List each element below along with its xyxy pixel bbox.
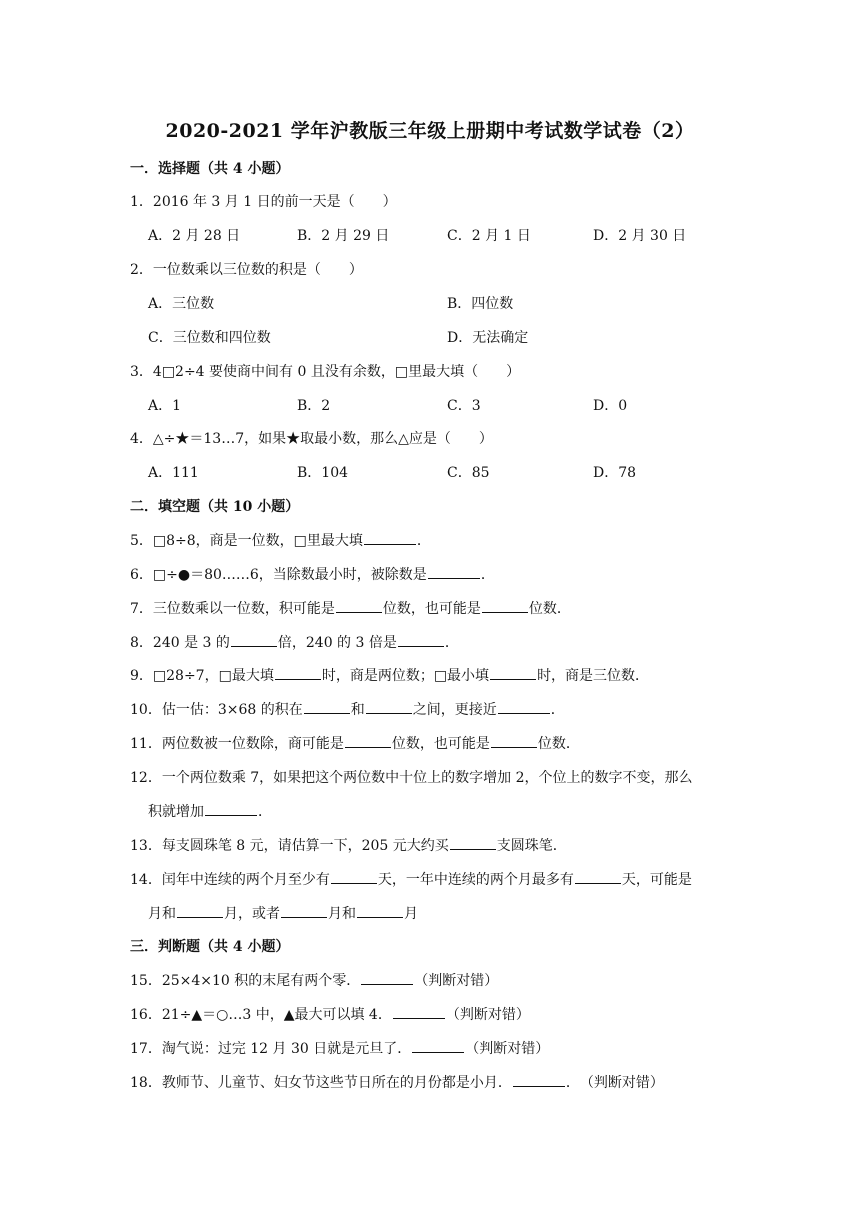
question-text: （判断对错） (445, 1007, 530, 1023)
option-b: B．2 (297, 398, 331, 414)
option-c: C．85 (447, 465, 490, 481)
option-b: B．2 月 29 日 (297, 228, 390, 244)
question-13 (130, 835, 567, 855)
question-text: ． (416, 533, 431, 549)
question-12-continued (148, 801, 272, 821)
question-14-continued (148, 903, 418, 923)
answer-blank (491, 735, 537, 748)
answer-blank (304, 701, 350, 714)
question-18 (130, 1072, 664, 1092)
option-a: A．三位数 (148, 296, 215, 312)
question-9 (130, 665, 649, 685)
option-c: C．三位数和四位数 (148, 330, 271, 346)
question-7 (130, 598, 571, 618)
question-text: ． (444, 635, 459, 651)
question-text: 12．一个两位数乘 7，如果把这个两位数中十位上的数字增加 2，个位上的数字不变，那么 (130, 770, 693, 786)
question-16 (130, 1004, 530, 1024)
question-text: 之间，更接近 (412, 702, 497, 718)
question-text: 16．21÷▲＝○…3 中，▲最大可以填 4． (130, 1007, 392, 1023)
question-10 (130, 699, 565, 719)
answer-blank (428, 566, 480, 579)
question-text: 5．□8÷8，商是一位数，□里最大填 (130, 533, 363, 549)
question-17 (130, 1038, 549, 1058)
answer-blank (482, 600, 528, 613)
answer-blank (331, 871, 377, 884)
option-d: D．无法确定 (447, 330, 529, 346)
question-text: （判断对错） (414, 973, 499, 989)
answer-blank (498, 701, 550, 714)
section-heading-choice: 一．选择题（共 4 小题） (130, 161, 290, 177)
option-b: B．104 (297, 465, 349, 481)
question-text: ． (258, 804, 272, 820)
question-text: 月和 (328, 906, 356, 922)
question-8 (130, 632, 459, 652)
question-text: 位数，也可能是 (382, 601, 481, 617)
question-15 (130, 970, 498, 990)
question-4: 4．△÷★＝13…7，如果★取最小数，那么△应是（ ） (130, 431, 493, 447)
question-6 (130, 564, 495, 584)
question-text: ． (480, 567, 495, 583)
question-3: 3．4□2÷4 要使商中间有 0 且没有余数，□里最大填（ ） (130, 364, 521, 380)
question-5 (130, 530, 431, 550)
question-text: 15．25×4×10 积的末尾有两个零． (130, 973, 361, 989)
question-text: 天，一年中连续的两个月最多有 (377, 872, 574, 888)
question-text: ． (550, 702, 565, 718)
answer-blank (345, 735, 391, 748)
answer-blank (366, 701, 412, 714)
option-a: A．111 (148, 465, 199, 481)
question-text: 位数． (537, 736, 580, 752)
question-text: 天，可能是 (621, 872, 692, 888)
option-a: A．2 月 28 日 (148, 228, 241, 244)
option-d: D．78 (593, 465, 637, 481)
question-text: 支圆珠笔． (496, 838, 567, 854)
answer-blank (281, 905, 327, 918)
answer-blank (357, 905, 403, 918)
answer-blank (450, 837, 496, 850)
answer-blank (205, 803, 257, 816)
question-text: 位数，也可能是 (391, 736, 490, 752)
question-text: 时，商是两位数；□最小填 (321, 668, 490, 684)
question-14 (130, 869, 692, 889)
question-text: 倍，240 的 3 倍是 (277, 635, 397, 651)
question-text: 积就增加 (148, 804, 204, 820)
question-text: 月 (404, 906, 418, 922)
question-text: 6．□÷●＝80……6，当除数最小时，被除数是 (130, 567, 427, 583)
question-text: 11．两位数被一位数除，商可能是 (130, 736, 344, 752)
question-1: 1．2016 年 3 月 1 日的前一天是（ ） (130, 194, 397, 210)
option-d: D．0 (593, 398, 628, 414)
question-text: 17．淘气说：过完 12 月 30 日就是元旦了． (130, 1041, 412, 1057)
answer-blank (575, 871, 621, 884)
answer-blank (490, 667, 536, 680)
answer-blank (177, 905, 223, 918)
question-text: 时，商是三位数． (537, 668, 650, 684)
answer-blank (336, 600, 382, 613)
question-12 (130, 767, 693, 787)
question-text: 8．240 是 3 的 (130, 635, 230, 651)
option-b: B．四位数 (447, 296, 514, 312)
option-d: D．2 月 30 日 (593, 228, 687, 244)
question-text: 和 (350, 702, 365, 718)
question-text: 9．□28÷7，□最大填 (130, 668, 274, 684)
option-c: C．3 (447, 398, 481, 414)
answer-blank (361, 972, 413, 985)
section-heading-fill: 二．填空题（共 10 小题） (130, 499, 300, 515)
question-text: 10．估一估：3×68 的积在 (130, 702, 303, 718)
option-a: A．1 (148, 398, 182, 414)
answer-blank (364, 532, 416, 545)
answer-blank (398, 634, 444, 647)
question-2: 2．一位数乘以三位数的积是（ ） (130, 262, 363, 278)
question-text: （判断对错） (465, 1041, 550, 1057)
section-heading-judge: 三．判断题（共 4 小题） (130, 939, 290, 955)
question-text: 位数． (528, 601, 571, 617)
answer-blank (412, 1040, 464, 1053)
question-text: ． （判断对错） (565, 1075, 664, 1091)
question-text: 月和 (148, 906, 176, 922)
page-title: 2020-2021 学年沪教版三年级上册期中考试数学试卷（2） (165, 120, 695, 142)
question-text: 7．三位数乘以一位数，积可能是 (130, 601, 335, 617)
question-text: 月，或者 (224, 906, 280, 922)
answer-blank (231, 634, 277, 647)
answer-blank (513, 1074, 565, 1087)
answer-blank (275, 667, 321, 680)
question-text: 14．闰年中连续的两个月至少有 (130, 872, 330, 888)
question-11 (130, 733, 580, 753)
answer-blank (393, 1006, 445, 1019)
question-text: 18．教师节、儿童节、妇女节这些节日所在的月份都是小月． (130, 1075, 512, 1091)
question-text: 13．每支圆珠笔 8 元，请估算一下，205 元大约买 (130, 838, 449, 854)
option-c: C．2 月 1 日 (447, 228, 531, 244)
